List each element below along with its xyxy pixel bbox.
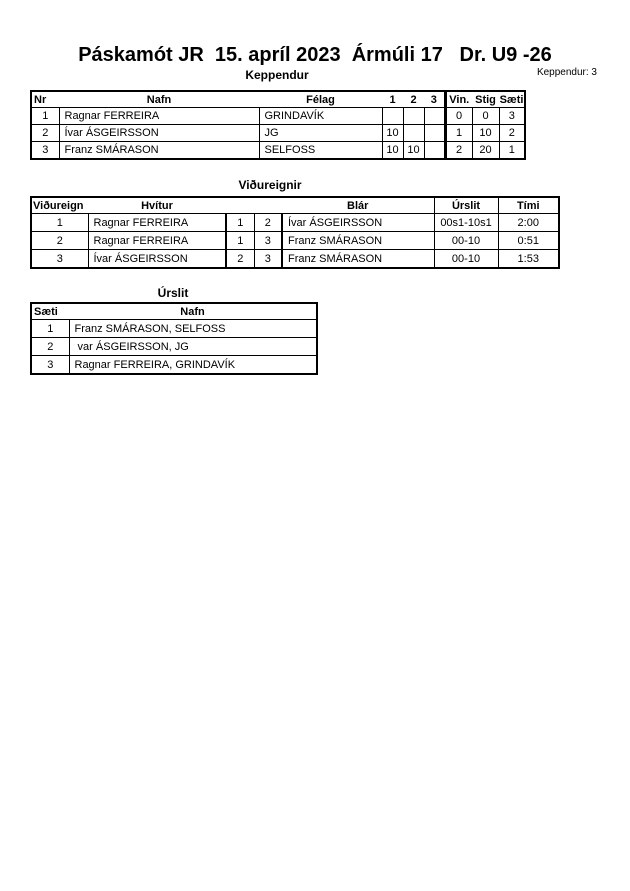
table-row (31, 214, 559, 232)
cell-stig: 10 (472, 125, 499, 142)
cell-round1: 10 (382, 125, 403, 142)
keppendur-header-row (31, 91, 525, 108)
cell-stig: 20 (472, 142, 499, 160)
column-header-nafn: Nafn (69, 303, 317, 320)
column-header-round3: 3 (424, 91, 445, 108)
cell-nr: 1 (31, 108, 59, 125)
cell-match-nr: 1 (31, 214, 88, 232)
cell-felag: JG (259, 125, 382, 142)
column-header-round1: 1 (382, 91, 403, 108)
cell-vin: 2 (445, 142, 472, 160)
cell-round1: 10 (382, 142, 403, 160)
table-row (31, 108, 525, 125)
cell-match-nr: 3 (31, 250, 88, 269)
cell-nafn: var ÁSGEIRSSON, JG (69, 338, 317, 356)
cell-timi: 2:00 (498, 214, 559, 232)
cell-hvitur-nr: 1 (226, 232, 254, 250)
cell-saeti: 3 (31, 356, 69, 375)
cell-blar-nr: 2 (254, 214, 282, 232)
column-header-nafn: Nafn (59, 91, 259, 108)
column-header-saeti: Sæti (31, 303, 69, 320)
vidureignir-section-title: Viðureignir (238, 178, 302, 192)
keppendur-section-title: Keppendur (245, 68, 309, 82)
column-header-nr: Nr (31, 91, 59, 108)
cell-round3 (424, 125, 445, 142)
cell-blar: Franz SMÁRASON (282, 250, 434, 269)
urslit-header-row (31, 303, 317, 320)
cell-hvitur: Ívar ÁSGEIRSSON (88, 250, 226, 269)
column-header-hvitur: Hvítur (88, 197, 226, 214)
cell-nafn: Ívar ÁSGEIRSSON (59, 125, 259, 142)
cell-nafn: Franz SMÁRASON (59, 142, 259, 160)
cell-vin: 1 (445, 125, 472, 142)
cell-round2 (403, 125, 424, 142)
urslit-section-title: Úrslit (157, 286, 189, 300)
cell-felag: GRINDAVÍK (259, 108, 382, 125)
keppendur-table (30, 90, 526, 160)
urslit-table (30, 302, 318, 375)
cell-urslit: 00s1-10s1 (434, 214, 498, 232)
vidureignir-table (30, 196, 560, 269)
cell-nafn: Ragnar FERREIRA (59, 108, 259, 125)
cell-round3 (424, 108, 445, 125)
cell-round2 (403, 108, 424, 125)
cell-saeti: 3 (499, 108, 525, 125)
vidureignir-header-row (31, 197, 559, 214)
table-row (31, 232, 559, 250)
cell-stig: 0 (472, 108, 499, 125)
table-row (31, 320, 317, 338)
cell-round2: 10 (403, 142, 424, 160)
cell-hvitur-nr: 2 (226, 250, 254, 269)
cell-blar: Ívar ÁSGEIRSSON (282, 214, 434, 232)
column-header-hvitur-nr (226, 197, 254, 214)
column-header-vin: Vin. (445, 91, 472, 108)
column-header-vidureign: Viðureign (31, 197, 88, 214)
cell-vin: 0 (445, 108, 472, 125)
cell-blar-nr: 3 (254, 250, 282, 269)
cell-nr: 2 (31, 125, 59, 142)
cell-nafn: Ragnar FERREIRA, GRINDAVÍK (69, 356, 317, 375)
competitor-count-label: Keppendur: 3 (536, 67, 597, 78)
cell-saeti: 2 (31, 338, 69, 356)
column-header-timi: Tími (498, 197, 559, 214)
cell-timi: 0:51 (498, 232, 559, 250)
cell-round3 (424, 142, 445, 160)
cell-urslit: 00-10 (434, 232, 498, 250)
table-row (31, 125, 525, 142)
cell-saeti: 2 (499, 125, 525, 142)
cell-nr: 3 (31, 142, 59, 160)
cell-saeti: 1 (499, 142, 525, 160)
cell-hvitur: Ragnar FERREIRA (88, 232, 226, 250)
cell-felag: SELFOSS (259, 142, 382, 160)
column-header-blar: Blár (282, 197, 434, 214)
cell-timi: 1:53 (498, 250, 559, 269)
table-row (31, 338, 317, 356)
column-header-urslit: Úrslit (434, 197, 498, 214)
cell-urslit: 00-10 (434, 250, 498, 269)
cell-match-nr: 2 (31, 232, 88, 250)
column-header-round2: 2 (403, 91, 424, 108)
table-row (31, 356, 317, 375)
column-header-blar-nr (254, 197, 282, 214)
column-header-stig: Stig (472, 91, 499, 108)
cell-blar: Franz SMÁRASON (282, 232, 434, 250)
column-header-saeti: Sæti (499, 91, 525, 108)
cell-hvitur-nr: 1 (226, 214, 254, 232)
cell-nafn: Franz SMÁRASON, SELFOSS (69, 320, 317, 338)
cell-round1 (382, 108, 403, 125)
table-row (31, 142, 525, 160)
cell-saeti: 1 (31, 320, 69, 338)
table-row (31, 250, 559, 269)
cell-hvitur: Ragnar FERREIRA (88, 214, 226, 232)
page-title: Páskamót JR 15. apríl 2023 Ármúli 17 Dr. U9 -26 (78, 44, 552, 66)
cell-blar-nr: 3 (254, 232, 282, 250)
column-header-felag: Félag (259, 91, 382, 108)
